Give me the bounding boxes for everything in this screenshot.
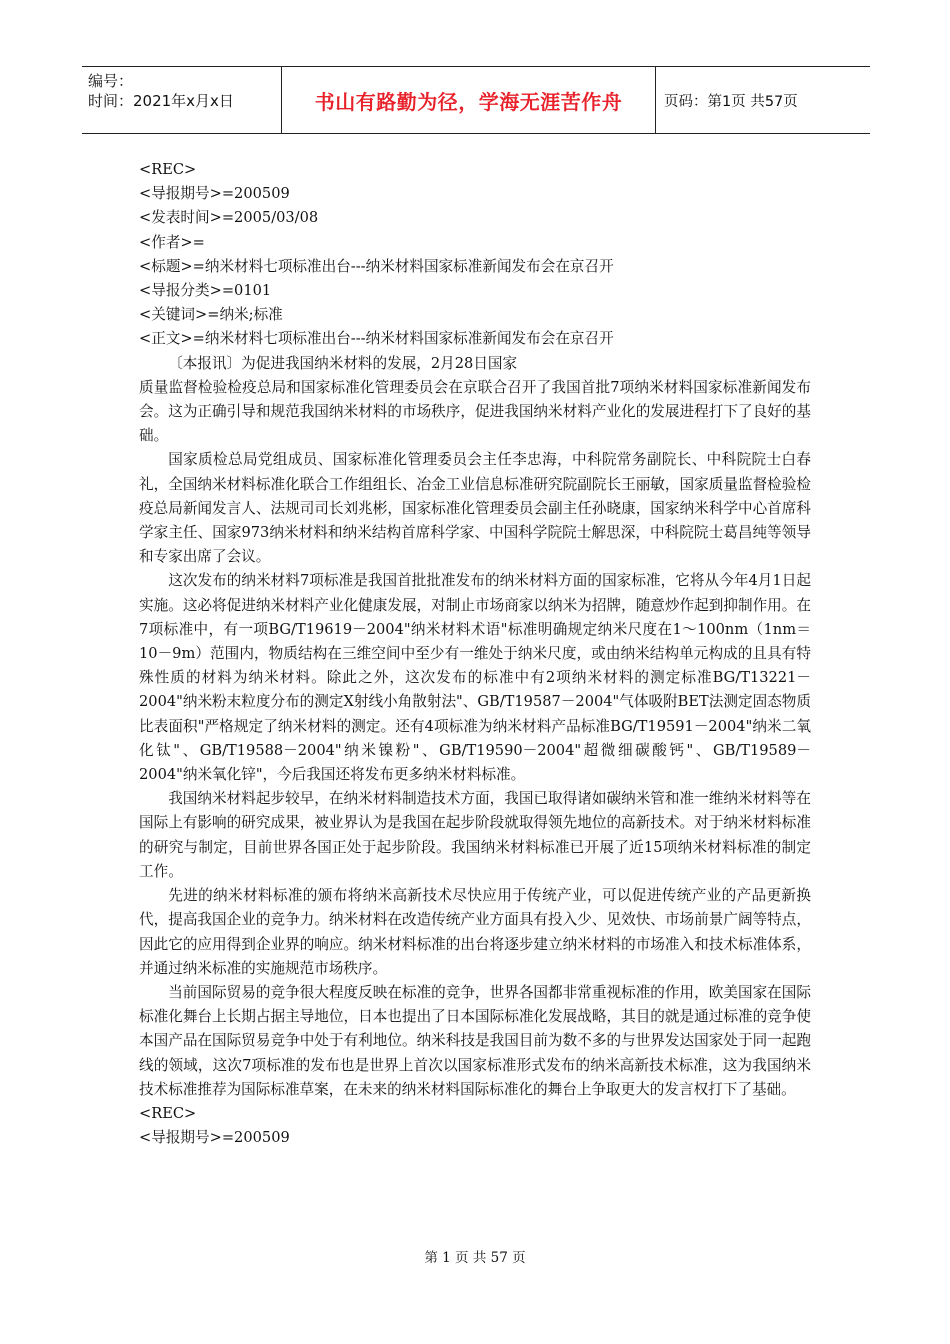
next-issue-field: <导报期号>=200509 (139, 1129, 290, 1147)
body-label-field: <正文>=纳米材料七项标准出台---纳米材料国家标准新闻发布会在京召开 (139, 330, 614, 348)
author-field: <作者>= (139, 233, 205, 251)
next-rec-tag: <REC> (139, 1104, 197, 1122)
keywords-field: <关键词>=纳米;标准 (139, 306, 283, 324)
time-label: 时间：2021年x月x日 (88, 92, 234, 110)
header-motto: 书山有路勤为径，学海无涯苦作舟 (282, 67, 656, 133)
header-page-info: 页码：第1页 共57页 (664, 93, 798, 110)
number-label: 编号： (88, 72, 134, 90)
document-body (139, 158, 811, 1150)
rec-tag: <REC> (139, 161, 197, 178)
page-header (82, 66, 870, 134)
body-first-line: 〔本报讯〕为促进我国纳米材料的发展，2月28日国家 (168, 354, 518, 372)
issue-field: <导报期号>=200509 (139, 185, 290, 203)
paragraph-6: 当前国际贸易的竞争很大程度反映在标准的竞争，世界各国都非常重视标准的作用，欧美国家在国际标准化舞台上长期占据主导地位，日本也提出了日本国际标准化发展战略，其目的就是通过标准的竞争使本国产品在国际贸易竞争中处于有利地位。纳米科技是我国目前为数不多的与世界发达国家处于同一起跑线的领域，这次7项标准的发布也是世界上首次以国家标准形式发布的纳米高新技术标准，这为我国纳米技术标准推荐为国际标准草案，在未来的纳米材料国际标准化的舞台上争取更大的发言权打下了基础。 (139, 983, 811, 1098)
header-meta (82, 67, 282, 133)
paragraph-4: 我国纳米材料起步较早，在纳米材料制造技术方面，我国已取得诸如碳纳米管和准一维纳米材料等在国际上有影响的研究成果，被业界认为是我国在起步阶段就取得领先地位的高新技术。对于纳米材料标准的研究与制定，目前世界各国正处于起步阶段。我国纳米材料标准已开展了近15项纳米材料标准的制定工作。 (139, 790, 811, 880)
paragraph-5: 先进的纳米材料标准的颁布将纳米高新技术尽快应用于传统产业，可以促进传统产业的产品更新换代，提高我国企业的竞争力。纳米材料在改造传统产业方面具有投入少、见效快、市场前景广阔等特点，因此它的应用得到企业界的响应。纳米材料标准的出台将逐步建立纳米材料的市场准入和技术标准体系，并通过纳米标准的实施规范市场秩序。 (139, 887, 811, 977)
category-field: <导报分类>=0101 (139, 282, 272, 300)
published-field: <发表时间>=2005/03/08 (139, 209, 319, 227)
title-field: <标题>=纳米材料七项标准出台---纳米材料国家标准新闻发布会在京召开 (139, 257, 614, 275)
paragraph-3: 这次发布的纳米材料7项标准是我国首批批准发布的纳米材料方面的国家标准，它将从今年4月1日起实施。这必将促进纳米材料产业化健康发展，对制止市场商家以纳米为招牌，随意炒作起到抑制作用。在7项标准中，有一项BG/T19619－2004"纳米材料术语"标准明确规定纳米尺度在1～100nm（1nm＝10－9m）范围内，物质结构在三维空间中至少有一维处于纳米尺度，或由纳米结构单元构成的且具有特殊性质的材料为纳米材料。除此之外，这次发布的标准中有2项纳米材料的测定标准BG/T13221－2004"纳米粉末粒度分布的测定X射线小角散射法"、GB/T19587－2004"气体吸附BET法测定固态物质比表面积"严格规定了纳米材料的测定。还有4项标准为纳米材料产品标准BG/T19591－2004"纳米二氧化钛"、GB/T19588－2004"纳米镍粉"、GB/T19590－2004"超微细碳酸钙"、GB/T19589－2004"纳米氧化锌"，今后我国还将发布更多纳米材料标准。 (139, 572, 811, 784)
page-footer: 第 1 页 共 57 页 (424, 1250, 526, 1266)
paragraph-1: 质量监督检验检疫总局和国家标准化管理委员会在京联合召开了我国首批7项纳米材料国家标准新闻发布会。这为正确引导和规范我国纳米材料的市场秩序，促进我国纳米材料产业化的发展进程打下了良好的基础。 (139, 378, 811, 445)
paragraph-2: 国家质检总局党组成员、国家标准化管理委员会主任李忠海，中科院常务副院长、中科院院士白春礼，全国纳米材料标准化联合工作组组长、冶金工业信息标准研究院副院长王丽敏，国家质量监督检验检疫总局新闻发言人、法规司司长刘兆彬，国家标准化管理委员会副主任孙晓康，国家纳米科学中心首席科学家主任、国家973纳米材料和纳米结构首席科学家、中国科学院院士解思深，中科院院士葛昌纯等领导和专家出席了会议。 (139, 451, 811, 566)
